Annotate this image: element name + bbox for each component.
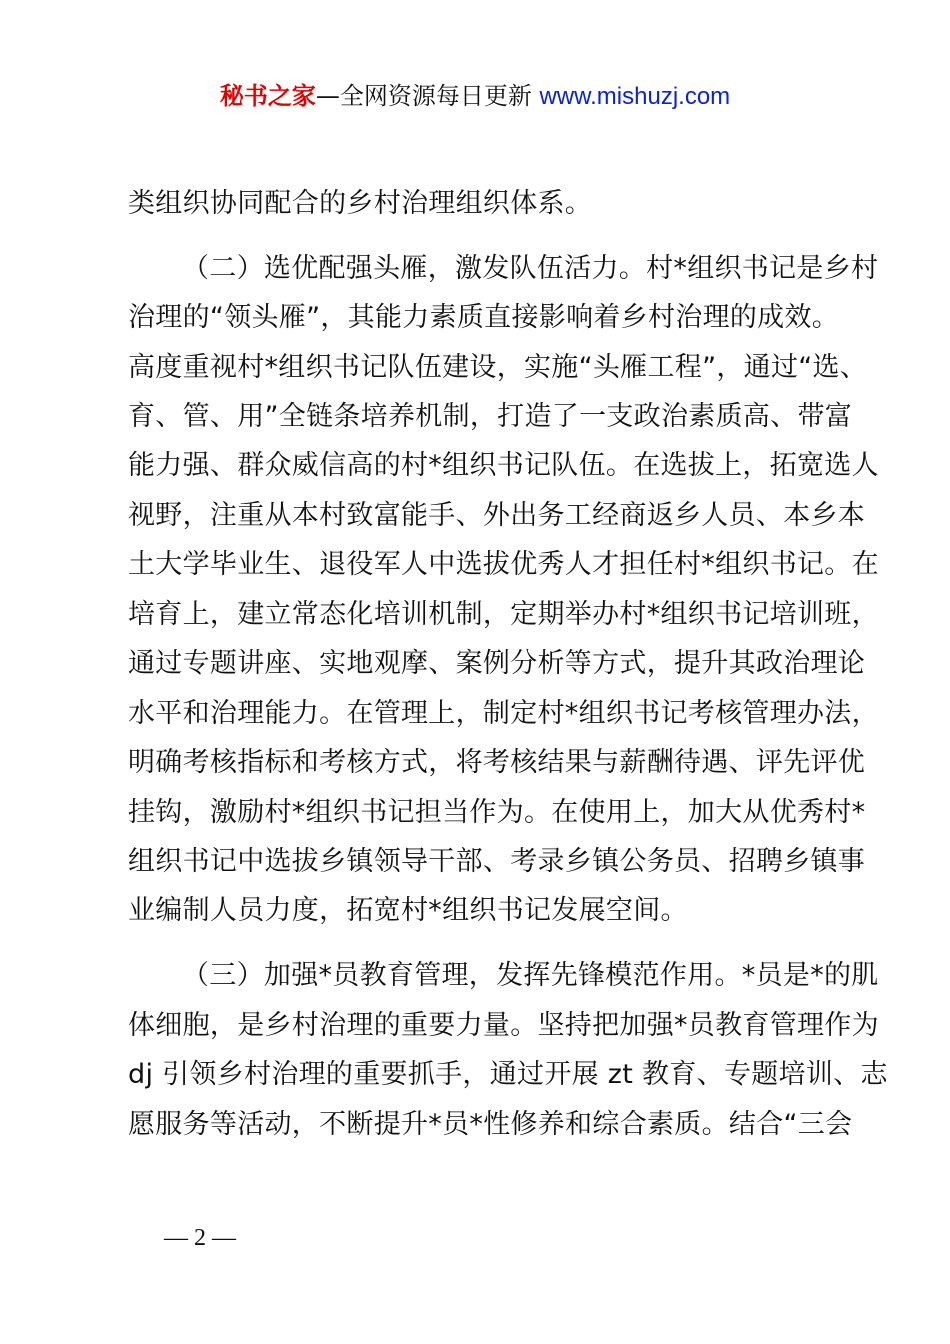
- text-line: 体细胞，是乡村治理的重要力量。坚持把加强*员教育管理作为: [128, 1010, 879, 1041]
- paragraph-start-line: （三）加强*员教育管理，发挥先锋模范作用。*员是*的肌: [182, 960, 879, 991]
- text-line: 视野，注重从本村致富能手、外出务工经商返乡人员、本乡本: [128, 500, 866, 531]
- site-url-link[interactable]: www.mishuzj.com: [539, 83, 731, 110]
- site-brand: 秘书之家: [219, 82, 316, 110]
- text-line: 高度重视村*组织书记队伍建设，实施“头雁工程”，通过“选、: [128, 352, 868, 383]
- text-line: 通过专题讲座、实地观摩、案例分析等方式，提升其政治理论: [128, 648, 866, 679]
- text-line: 挂钩，激励村*组织书记担当作为。在使用上，加大从优秀村*: [128, 797, 866, 828]
- text-line: 能力强、群众威信高的村*组织书记队伍。在选拔上，拓宽选人: [128, 450, 879, 481]
- text-line: 类组织协同配合的乡村治理组织体系。: [128, 188, 593, 219]
- text-line: 育、管、用”全链条培养机制，打造了一支政治素质高、带富: [128, 401, 853, 432]
- text-line: 土大学毕业生、退役军人中选拔优秀人才担任村*组织书记。在: [128, 549, 879, 580]
- page-number: — 2 —: [164, 1225, 236, 1251]
- site-tagline: —全网资源每日更新: [315, 82, 540, 110]
- text-line: 治理的“领头雁”，其能力素质直接影响着乡村治理的成效。: [128, 302, 840, 333]
- text-line: 培育上，建立常态化培训机制，定期举办村*组织书记培训班，: [128, 599, 879, 630]
- text-line: 水平和治理能力。在管理上，制定村*组织书记考核管理办法，: [128, 698, 879, 729]
- text-line: 愿服务等活动，不断提升*员*性修养和综合素质。结合“三会: [128, 1109, 853, 1140]
- paragraph-start-line: （二）选优配强头雁，激发队伍活力。村*组织书记是乡村: [182, 253, 879, 284]
- text-line: dj 引领乡村治理的重要抓手，通过开展 zt 教育、专题培训、志: [128, 1059, 888, 1090]
- text-line: 业编制人员力度，拓宽村*组织书记发展空间。: [128, 895, 688, 926]
- text-line: 明确考核指标和考核方式，将考核结果与薪酬待遇、评先评优: [128, 747, 866, 778]
- text-line: 组织书记中选拔乡镇领导干部、考录乡镇公务员、招聘乡镇事: [128, 846, 866, 877]
